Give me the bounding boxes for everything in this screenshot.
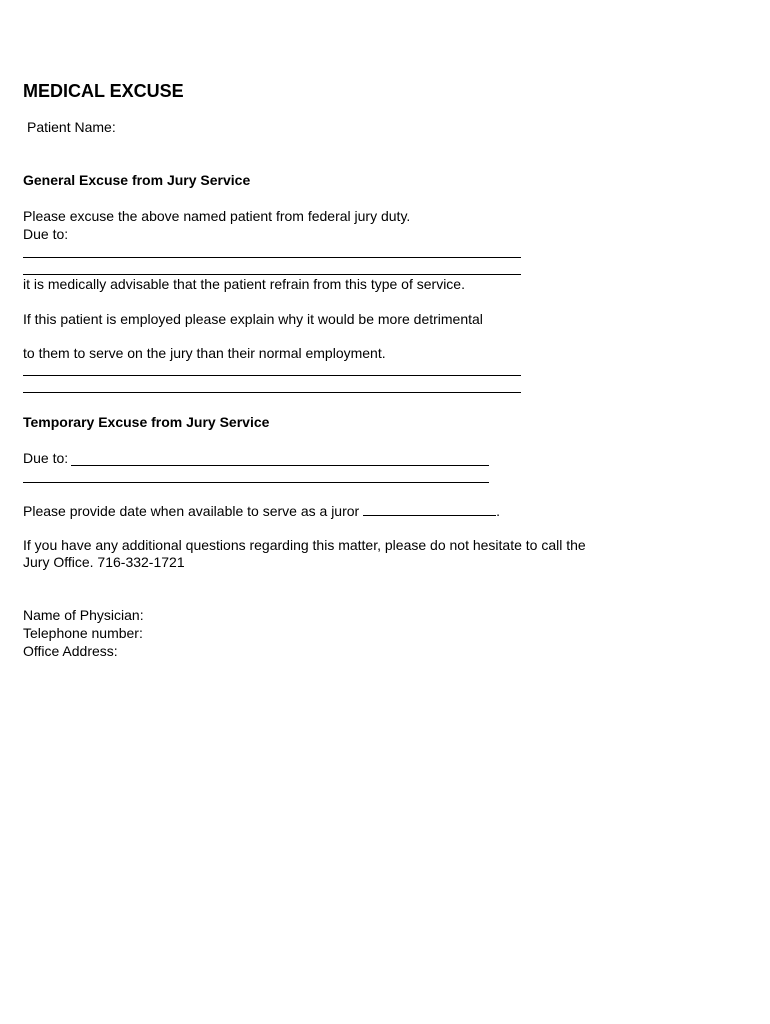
temporary-due-to-line-2[interactable] <box>23 482 489 483</box>
temporary-excuse-heading: Temporary Excuse from Jury Service <box>23 414 270 430</box>
employed-explanation-line-2[interactable] <box>23 392 521 393</box>
contact-text-2: Jury Office. 716-332-1721 <box>23 554 185 570</box>
physician-telephone-label: Telephone number: <box>23 625 143 641</box>
employed-explanation-line-1[interactable] <box>23 375 521 376</box>
available-date-prompt: Please provide date when available to serve as a juror <box>23 503 360 519</box>
employed-explanation-text-2: to them to serve on the jury than their normal employment. <box>23 345 386 361</box>
advisable-text: it is medically advisable that the patient refrain from this type of service. <box>23 276 465 292</box>
employed-explanation-text-1: If this patient is employed please explain why it would be more detrimental <box>23 311 483 327</box>
physician-address-label: Office Address: <box>23 643 118 659</box>
available-date-line[interactable] <box>363 502 496 516</box>
general-due-to-label: Due to: <box>23 226 69 242</box>
temporary-due-to-label: Due to: <box>23 450 69 466</box>
temporary-due-to-line-1[interactable] <box>71 465 489 466</box>
physician-name-label: Name of Physician: <box>23 607 144 623</box>
general-excuse-text: Please excuse the above named patient from federal jury duty. <box>23 208 411 224</box>
page-title: MEDICAL EXCUSE <box>23 81 184 101</box>
available-date-row <box>23 502 500 520</box>
available-date-period: . <box>496 503 500 519</box>
general-excuse-heading: General Excuse from Jury Service <box>23 172 251 188</box>
patient-name-label: Patient Name: <box>27 119 116 135</box>
general-due-to-line-2[interactable] <box>23 274 521 275</box>
contact-text-1: If you have any additional questions regarding this matter, please do not hesitate to call the <box>23 537 586 553</box>
general-due-to-line-1[interactable] <box>23 257 521 258</box>
